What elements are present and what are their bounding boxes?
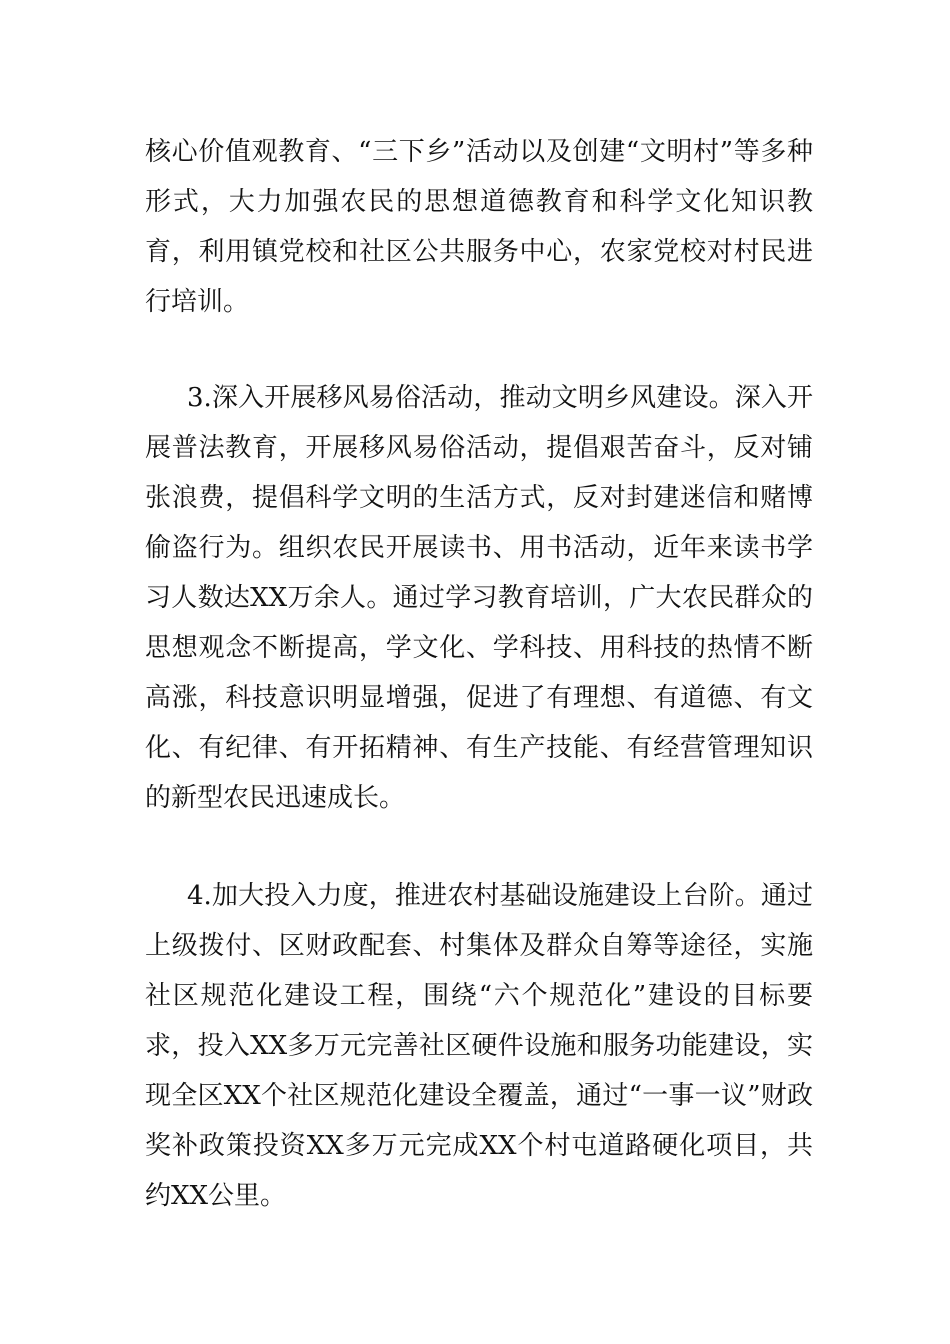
paragraph-infrastructure-investment: 4.加大投入力度，推进农村基础设施建设上台阶。通过上级拨付、区财政配套、村集体及群众自筹等途径，实施社区规范化建设工程，围绕“六个规范化”建设的目标要求，投入XX多万元完善社区硬件设施和服务功能建设，实现全区XX个社区规范化建设全覆盖，通过“一事一议”财政奖补政策投资XX多万元完成XX个村屯道路硬化项目，共约XX公里。 xyxy=(145,881,813,1211)
paragraph-customs-reform: 3.深入开展移风易俗活动，推动文明乡风建设。深入开展普法教育，开展移风易俗活动，提倡艰苦奋斗，反对铺张浪费，提倡科学文明的生活方式，反对封建迷信和赌博偷盗行为。组织农民开展读书、用书活动，近年来读书学习人数达XX万余人。通过学习教育培训，广大农民群众的思想观念不断提高，学文化、学科技、用科技的热情不断高涨，科技意识明显增强，促进了有理想、有道德、有文化、有纪律、有开拓精神、有生产技能、有经营管理知识的新型农民迅速成长。 xyxy=(145,383,813,813)
paragraph-education-forms: 核心价值观教育、“三下乡”活动以及创建“文明村”等多种形式，大力加强农民的思想道德教育和科学文化知识教育，利用镇党校和社区公共服务中心，农家党校对村民进行培训。 xyxy=(145,137,813,317)
